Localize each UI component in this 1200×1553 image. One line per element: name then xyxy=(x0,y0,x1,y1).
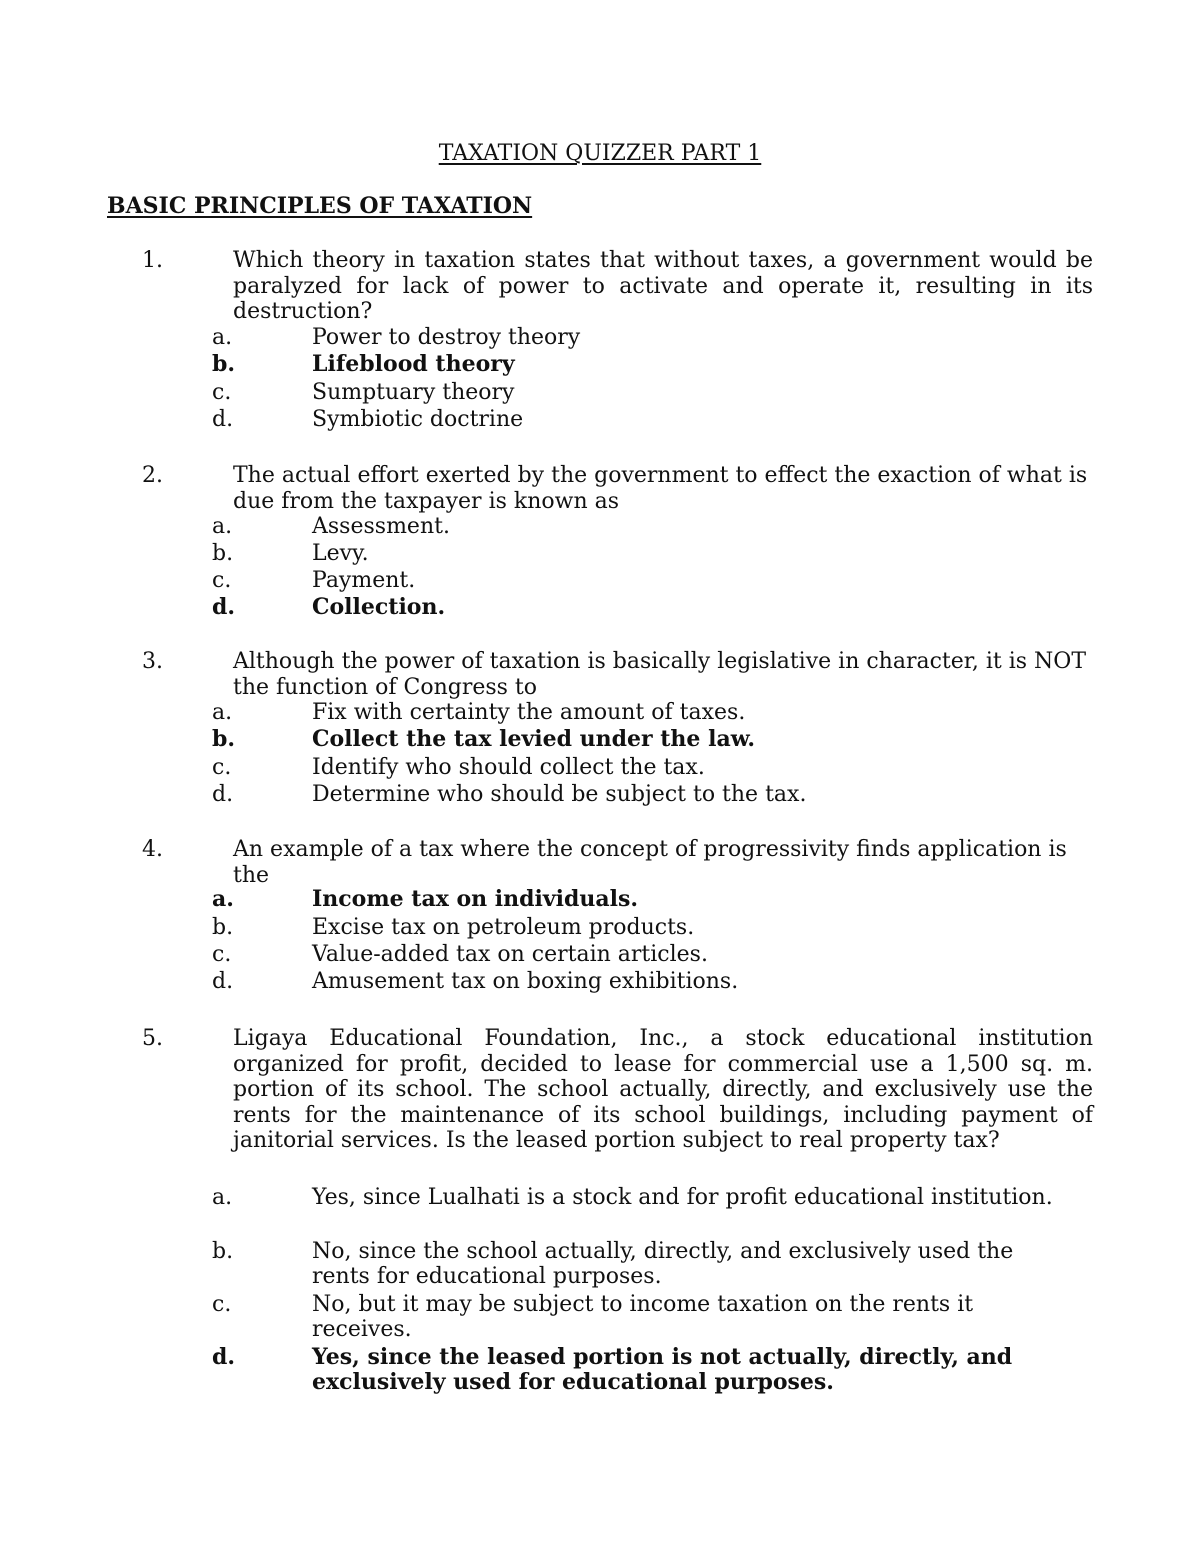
option-letter: d. xyxy=(212,407,234,432)
option-text: Identify who should collect the tax. xyxy=(312,755,705,780)
option-letter: b. xyxy=(212,915,234,940)
option-text: Value-added tax on certain articles. xyxy=(312,942,708,967)
question-text: Ligaya Educational Foundation, Inc., a stock educational institution organized for profit, decided to lease for commercial use a 1,500 sq. m. portion of its school. The school actually, directly, and exclusively use the rents for the maintenance of its school buildings, including payment of janitorial services. Is the leased portion subject to real property tax? xyxy=(233,1026,1093,1153)
option-text: No, since the school actually, directly, and exclusively used the rents for educational purposes. xyxy=(312,1239,1014,1289)
document-title-text: TAXATION QUIZZER PART 1 xyxy=(438,141,762,166)
option-letter: a. xyxy=(212,514,233,539)
option-letter: a. xyxy=(212,886,234,912)
question-text: An example of a tax where the concept of progressivity finds application is the xyxy=(233,837,1067,888)
option-text: Power to destroy theory xyxy=(312,325,581,350)
option-text: Lifeblood theory xyxy=(312,351,515,377)
option-letter: c. xyxy=(212,755,232,780)
option-text: Amusement tax on boxing exhibitions. xyxy=(312,969,739,994)
option-letter: a. xyxy=(212,700,233,725)
question-number: 4. xyxy=(142,837,163,862)
option-text: Collect the tax levied under the law. xyxy=(312,726,756,752)
option-text: Yes, since Lualhati is a stock and for profit educational institution. xyxy=(312,1185,1053,1210)
option-text: No, but it may be subject to income taxation on the rents it receives. xyxy=(312,1292,974,1342)
question-number: 1. xyxy=(142,248,163,273)
document-title xyxy=(0,141,1200,167)
option-letter: d. xyxy=(212,782,234,807)
question-text: Although the power of taxation is basically legislative in character, it is NOT the function of Congress to xyxy=(233,649,1087,700)
question-number: 5. xyxy=(142,1026,163,1051)
option-letter: b. xyxy=(212,351,236,377)
question-number: 2. xyxy=(142,463,163,488)
option-text: Income tax on individuals. xyxy=(312,886,639,912)
option-letter: b. xyxy=(212,1239,234,1264)
option-text: Symbiotic doctrine xyxy=(312,407,524,432)
option-text: Sumptuary theory xyxy=(312,380,515,405)
question-text: Which theory in taxation states that without taxes, a government would be paralyzed for lack of power to activate and operate it, resulting in its destruction? xyxy=(233,248,1093,324)
option-text: Determine who should be subject to the tax. xyxy=(312,782,807,807)
option-letter: a. xyxy=(212,325,233,350)
option-text: Payment. xyxy=(312,568,416,593)
option-letter: c. xyxy=(212,568,232,593)
option-letter: a. xyxy=(212,1185,233,1210)
section-heading: BASIC PRINCIPLES OF TAXATION xyxy=(107,193,533,219)
option-letter: c. xyxy=(212,380,232,405)
option-letter: d. xyxy=(212,594,236,620)
option-text: Collection. xyxy=(312,594,446,620)
option-letter: c. xyxy=(212,942,232,967)
option-text: Assessment. xyxy=(312,514,450,539)
option-letter: d. xyxy=(212,1344,236,1370)
question-number: 3. xyxy=(142,649,163,674)
option-letter: b. xyxy=(212,541,234,566)
option-letter: d. xyxy=(212,969,234,994)
option-letter: b. xyxy=(212,726,236,752)
option-text: Yes, since the leased portion is not actually, directly, and exclusively used for educational purposes. xyxy=(312,1344,1013,1395)
option-text: Fix with certainty the amount of taxes. xyxy=(312,700,746,725)
option-letter: c. xyxy=(212,1292,232,1317)
option-text: Levy. xyxy=(312,541,369,566)
question-text: The actual effort exerted by the government to effect the exaction of what is due from the taxpayer is known as xyxy=(233,463,1088,514)
option-text: Excise tax on petroleum products. xyxy=(312,915,695,940)
